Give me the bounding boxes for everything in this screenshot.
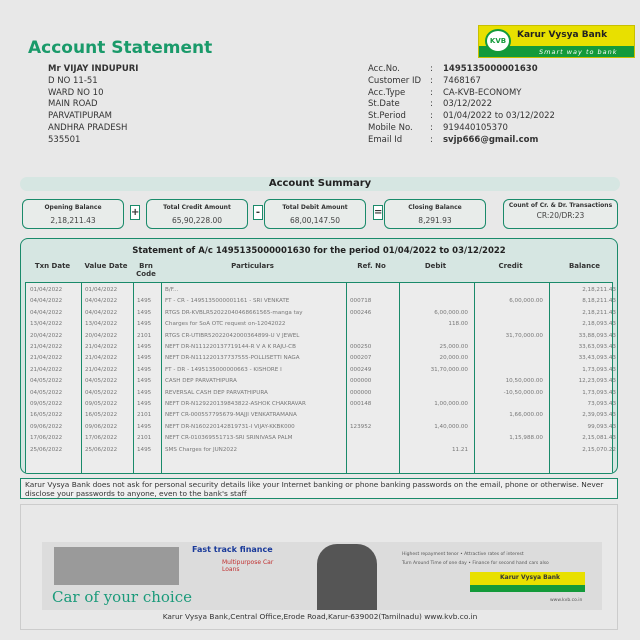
table-cell: 1,00,000.00	[434, 401, 468, 407]
info-label: Acc.No.	[368, 64, 400, 74]
info-row: St.Period : 01/04/2022 to 03/12/2022	[368, 111, 555, 122]
table-cell: 17/06/2022	[30, 435, 63, 442]
table-cell: 000000	[350, 378, 372, 385]
column-header: Credit	[498, 262, 523, 270]
table-cell: 1495	[137, 446, 152, 453]
summary-value: 2,18,211.43	[50, 216, 96, 225]
column-header: Debit	[424, 262, 447, 270]
table-row	[26, 365, 616, 376]
table-cell: 123952	[350, 423, 372, 430]
summary-label: Opening Balance	[44, 204, 102, 211]
summary-box	[22, 199, 124, 229]
table-cell: 1495	[137, 309, 152, 316]
table-cell: FT - DR - 1495135000000663 - KISHORE I	[165, 366, 282, 373]
address-line: ANDHRA PRADESH	[48, 122, 128, 133]
table-cell: 000148	[350, 401, 372, 407]
column-header: Ref. No	[357, 262, 386, 270]
table-cell: 16/05/2022	[30, 412, 63, 419]
banner-logo: Karur Vysya Bank	[470, 572, 585, 592]
table-cell: 1495	[137, 344, 152, 350]
table-cell: REVERSAL CASH DEP PARVATHIPURA	[165, 389, 268, 396]
bank-logo: KVB Karur Vysya Bank Smart way to bank	[478, 25, 635, 58]
column-header: Particulars	[231, 262, 274, 270]
summary-operator: =	[374, 207, 383, 218]
table-cell: 04/05/2022	[30, 389, 63, 396]
table-cell: 13/04/2022	[85, 321, 118, 328]
table-row	[26, 331, 616, 342]
summary-value: 68,00,147.50	[289, 216, 341, 225]
info-row: Email Id : svjp666@gmail.com	[368, 134, 539, 145]
summary-box	[503, 199, 618, 229]
info-label: Email Id	[368, 134, 403, 145]
banner-person	[317, 544, 377, 610]
table-cell: 11.21	[451, 446, 468, 453]
table-row	[26, 422, 616, 433]
summary-box	[264, 199, 366, 229]
table-row	[26, 285, 616, 296]
table-cell: 000207	[350, 355, 372, 362]
table-cell: 2101	[137, 332, 152, 339]
info-label: Acc.Type	[368, 87, 406, 98]
table-cell: 09/06/2022	[30, 423, 63, 430]
table-cell: 1,66,000.00	[509, 412, 543, 419]
table-row	[26, 342, 616, 353]
table-cell: 31,70,000.00	[505, 332, 543, 339]
table-cell: SMS Charges for JUN2022	[165, 446, 238, 453]
table-cell: 8,18,211.43	[582, 298, 616, 305]
summary-box	[146, 199, 248, 229]
table-cell: 04/04/2022	[85, 298, 118, 305]
table-cell: 73,093.43	[587, 401, 616, 407]
table-cell: 2,15,070.22	[582, 446, 616, 453]
table-cell: 09/05/2022	[30, 401, 63, 407]
footer-address: Karur Vysya Bank,Central Office,Erode Road,Karur-639002(Tamilnadu) www.kvb.co.in	[162, 612, 478, 621]
table-cell: 33,63,093.43	[578, 344, 616, 350]
table-cell: 33,88,093.43	[578, 332, 616, 339]
table-cell: 17/06/2022	[85, 435, 118, 442]
table-cell: 04/04/2022	[30, 309, 63, 316]
table-cell: 09/05/2022	[85, 401, 118, 407]
table-cell: NEFT CR-000557795679-MAJJI VENKATRAMANA	[165, 412, 297, 419]
table-cell: NEFT DR-N129220139843822-ASHOK CHAKRAVAR	[165, 401, 306, 407]
table-cell: FT - CR - 1495135000001161 - SRI VENKATE	[165, 298, 290, 305]
table-cell: 2101	[137, 435, 152, 442]
statement-title: Statement of A/c 1495135000001630 for the period 01/04/2022 to 03/12/2022	[132, 246, 506, 256]
table-row	[26, 296, 616, 307]
table-cell: 25,000.00	[439, 344, 468, 350]
table-cell: 20/04/2022	[30, 332, 63, 339]
address-line: WARD NO 10	[48, 87, 104, 98]
table-cell: 04/05/2022	[85, 378, 118, 385]
info-row: Mobile No. : 919440105370	[368, 122, 508, 133]
column-header: Txn Date	[34, 262, 71, 270]
summary-value: 65,90,228.00	[171, 216, 223, 225]
table-cell: 1495	[137, 378, 152, 385]
page-title: Account Statement	[28, 38, 213, 58]
table-cell: 000246	[350, 309, 372, 316]
table-cell: 21/04/2022	[85, 344, 118, 350]
table-cell: 31,70,000.00	[430, 366, 468, 373]
table-cell: 000718	[350, 298, 372, 305]
table-cell: 33,43,093.43	[578, 355, 616, 362]
table-cell: 13/04/2022	[30, 321, 63, 328]
column-header: Brn Code	[136, 262, 156, 278]
table-cell: 21/04/2022	[85, 366, 118, 373]
table-cell: 10,50,000.00	[505, 378, 543, 385]
table-cell: NEFT DR-N160220142819731-I VIJAY-KKBK000	[165, 423, 295, 430]
table-cell: NEFT DR-N111220137737555-POLLISETTI NAGA	[165, 355, 300, 362]
info-label: St.Period	[368, 111, 406, 122]
car-loan-banner[interactable]: Car of your choice Fast track finance Multipurpose Car Loans Highest repayment tenor • Attractive rates of interest Turn Around Time of one day • Finance for second hand cars also Karur Vysya Bank www.kvb.co.in	[42, 542, 602, 610]
table-row	[26, 433, 616, 444]
info-value: 1495135000001630	[443, 64, 538, 74]
table-cell: 21/04/2022	[30, 366, 63, 373]
table-cell: 21/04/2022	[30, 344, 63, 350]
security-notice: Karur Vysya Bank does not ask for personal security details like your Internet banking or phone banking passwords on the email, phone or otherwise. Never disclose your passwords to anyone, even to the bank's staff	[20, 478, 618, 499]
table-cell: 21/04/2022	[30, 355, 63, 362]
info-row: Customer ID : 7468167	[368, 75, 481, 86]
table-cell: 2,39,093.43	[582, 412, 616, 419]
table-cell: 16/05/2022	[85, 412, 118, 419]
table-cell: 01/04/2022	[30, 287, 63, 293]
table-cell: 04/04/2022	[30, 298, 63, 305]
table-cell: 25/06/2022	[30, 446, 63, 453]
info-value: 01/04/2022 to 03/12/2022	[443, 111, 555, 122]
table-cell: 2,18,211.43	[582, 309, 616, 316]
table-cell: 2,18,093.43	[582, 321, 616, 328]
info-value: CA-KVB-ECONOMY	[443, 87, 522, 98]
info-value: 03/12/2022	[443, 99, 492, 110]
summary-label: Count of Cr. & Dr. Transactions	[508, 202, 613, 209]
table-cell: 000000	[350, 389, 372, 396]
table-cell: 1495	[137, 298, 152, 305]
address-line: PARVATIPURAM	[48, 111, 113, 122]
table-cell: 000249	[350, 366, 372, 373]
table-cell: 01/04/2022	[85, 287, 118, 293]
table-cell: 20/04/2022	[85, 332, 118, 339]
customer-address	[48, 64, 138, 147]
table-cell: 1,73,093.43	[582, 389, 616, 396]
info-row: Acc.No. : 1495135000001630	[368, 64, 538, 74]
info-label: Mobile No.	[368, 122, 413, 133]
table-cell: RTGS DR-KVBLR52022040468661565-manga tay	[165, 309, 303, 316]
info-row: St.Date : 03/12/2022	[368, 99, 492, 110]
table-cell: 04/05/2022	[85, 389, 118, 396]
summary-operator: -	[253, 205, 263, 220]
table-cell: NEFT DR-N111220137719144-R V A K RAJU-CB	[165, 344, 296, 350]
table-cell: NEFT CR-010369551713-SRI SRINIVASA PALM	[165, 435, 293, 442]
table-cell: 1495	[137, 366, 152, 373]
info-label: Customer ID	[368, 75, 422, 86]
info-value: 7468167	[443, 75, 481, 86]
table-cell: 20,000.00	[439, 355, 468, 362]
address-line: Mr VIJAY INDUPURI	[48, 64, 139, 74]
table-cell: CASH DEP PARVATHIPURA	[165, 378, 237, 385]
summary-box	[384, 199, 486, 229]
table-cell: Charges for SoA OTC request on-12042022	[165, 321, 286, 328]
address-line: MAIN ROAD	[48, 99, 98, 110]
table-cell: 21/04/2022	[85, 355, 118, 362]
table-cell: 09/06/2022	[85, 423, 118, 430]
info-row: Acc.Type : CA-KVB-ECONOMY	[368, 87, 522, 98]
table-cell: 000250	[350, 344, 372, 350]
summary-value: CR:20/DR:23	[536, 211, 585, 220]
table-cell: 118.00	[448, 321, 468, 328]
table-cell: 1495	[137, 355, 152, 362]
table-row	[26, 308, 616, 319]
summary-label: Closing Balance	[408, 204, 462, 211]
summary-operator: +	[131, 207, 140, 218]
table-cell: 2101	[137, 412, 152, 419]
table-row	[26, 388, 616, 399]
info-label: St.Date	[368, 99, 400, 110]
column-header: Balance	[568, 262, 601, 270]
table-cell: 1495	[137, 321, 152, 328]
summary-value: 8,291.93	[418, 216, 452, 225]
table-cell: 1,15,988.00	[509, 435, 543, 442]
table-cell: 2,15,081.43	[582, 435, 616, 442]
table-row	[26, 353, 616, 364]
table-row	[26, 445, 616, 456]
table-row	[26, 399, 616, 410]
summary-label: Total Debit Amount	[282, 204, 348, 211]
column-header: Value Date	[84, 262, 128, 270]
account-info	[368, 64, 555, 147]
info-value: 919440105370	[443, 122, 508, 133]
address-line: 535501	[48, 134, 81, 145]
table-cell: 1495	[137, 423, 152, 430]
table-cell: 1495	[137, 401, 152, 407]
table-cell: B/F...	[165, 287, 179, 293]
table-cell: 04/05/2022	[30, 378, 63, 385]
table-row	[26, 376, 616, 387]
table-cell: 6,00,000.00	[509, 298, 543, 305]
table-cell: 1,73,093.43	[582, 366, 616, 373]
statement-table	[20, 238, 618, 474]
table-cell: 1,40,000.00	[434, 423, 468, 430]
table-cell: -10,50,000.00	[503, 389, 543, 396]
table-cell: 6,00,000.00	[434, 309, 468, 316]
table-cell: RTGS CR-UTIBR52022042000364899-U V JEWEL	[165, 332, 300, 339]
table-cell: 2,18,211.43	[582, 287, 616, 293]
summary-label: Total Credit Amount	[163, 204, 231, 211]
summary-title: Account Summary	[20, 177, 620, 191]
table-row	[26, 319, 616, 330]
table-cell: 1495	[137, 389, 152, 396]
table-cell: 04/04/2022	[85, 309, 118, 316]
info-value: svjp666@gmail.com	[443, 134, 539, 145]
address-line: D NO 11-51	[48, 75, 98, 86]
table-cell: 99,093.43	[587, 423, 616, 430]
table-row	[26, 410, 616, 421]
table-cell: 25/06/2022	[85, 446, 118, 453]
banner-photo	[54, 547, 179, 585]
table-cell: 12,23,093.43	[578, 378, 616, 385]
